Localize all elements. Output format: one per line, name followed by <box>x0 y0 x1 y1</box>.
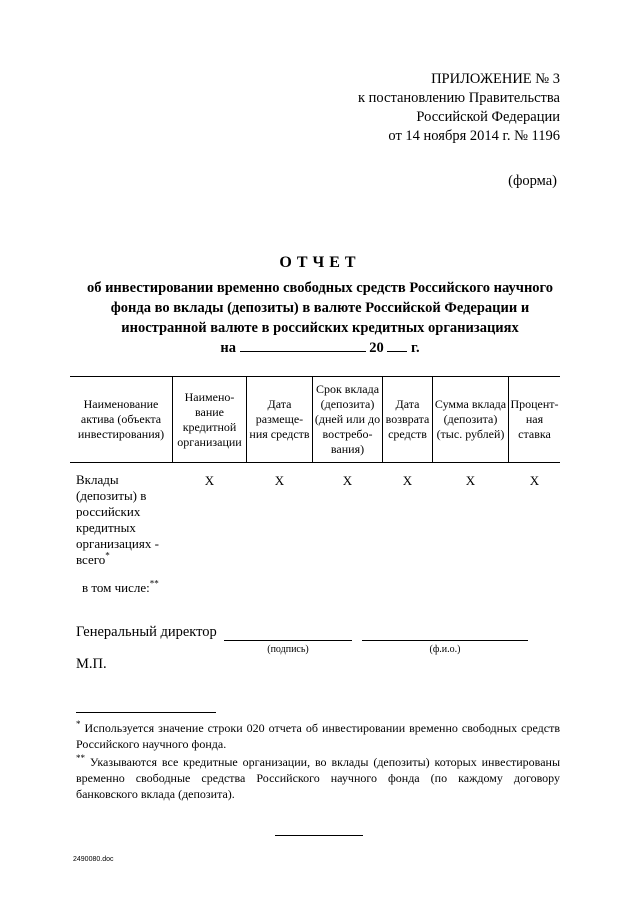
footnote-mark: * <box>76 719 81 729</box>
date-suffix: г. <box>411 340 420 356</box>
table-cell: X <box>402 473 413 488</box>
footnote-separator <box>76 712 216 713</box>
annex-number: ПРИЛОЖЕНИЕ № 3 <box>431 71 560 87</box>
annex-government: Российской Федерации <box>416 109 560 125</box>
deposits-total-label <box>76 472 176 568</box>
date-blank <box>240 339 366 352</box>
header-placement-date: Дата размеще-ния средств <box>249 397 310 441</box>
table-cell: X <box>342 473 353 488</box>
date-prefix: на <box>220 340 237 356</box>
footnote-mark: * <box>105 550 110 561</box>
signature-line <box>224 640 352 641</box>
header-asset-name: Наименование актива (объекта инвестирования) <box>77 397 165 441</box>
end-line <box>275 835 363 836</box>
table-cell: X <box>465 473 476 488</box>
header-deposit-amount: Сумма вклада (депозита) (тыс. рублей) <box>434 397 507 441</box>
subtitle-line-1: об инвестировании временно свободных средств Российского научного <box>86 280 554 296</box>
page-title: ОТЧЕТ <box>279 254 361 271</box>
header-interest-rate: Процент-ная ставка <box>510 397 559 441</box>
header-return-date: Дата возврата средств <box>385 397 430 441</box>
footnote-1 <box>76 720 560 752</box>
footnote-1-text: Используется значение строки 020 отчета об инвестировании временно свободных средств Российского научного фонда. <box>76 721 560 751</box>
report-date-line <box>60 338 580 358</box>
table-cell: X <box>529 473 540 488</box>
document-filename: 2490080.doc <box>73 856 114 863</box>
header-deposit-term: Срок вклада (депозита) (дней или до востребо-вания) <box>314 382 381 456</box>
year-blank <box>387 339 407 352</box>
footnote-mark: ** <box>149 578 159 589</box>
including-text: в том числе: <box>82 580 150 595</box>
annex-block <box>300 70 560 146</box>
table-header-border <box>70 462 560 463</box>
deposits-total-text: Вклады (депозиты) в российских кредитных организациях - всего <box>76 472 159 567</box>
footnote-2-text: Указываются все кредитные организации, во вклады (депозиты) которых инвестированы временно свободные средства Российского научного фонда (по каждому договору банковского вклада (депозита). <box>76 755 561 801</box>
date-year: 20 <box>369 340 384 356</box>
footnote-2 <box>76 754 560 802</box>
table-cell: X <box>274 473 285 488</box>
report-subtitle <box>60 278 580 358</box>
header-credit-organization: Наимено-вание кредитной организации <box>177 389 242 449</box>
annex-date: от 14 ноября 2014 г. № 1196 <box>388 128 560 144</box>
subtitle-line-2: фонда во вклады (депозиты) в валюте Российской Федерации и <box>110 300 530 316</box>
name-caption: (ф.и.о.) <box>429 644 461 655</box>
including-label <box>82 580 159 596</box>
stamp-place: М.П. <box>76 656 107 672</box>
director-label: Генеральный директор <box>76 624 217 640</box>
subtitle-line-3: иностранной валюте в российских кредитных организациях <box>121 320 519 336</box>
name-line <box>362 640 528 641</box>
annex-resolution: к постановлению Правительства <box>358 90 560 106</box>
form-label: (форма) <box>508 173 557 189</box>
signature-caption: (подпись) <box>267 644 309 655</box>
table-cell: X <box>204 473 215 488</box>
footnote-mark: ** <box>76 753 85 763</box>
